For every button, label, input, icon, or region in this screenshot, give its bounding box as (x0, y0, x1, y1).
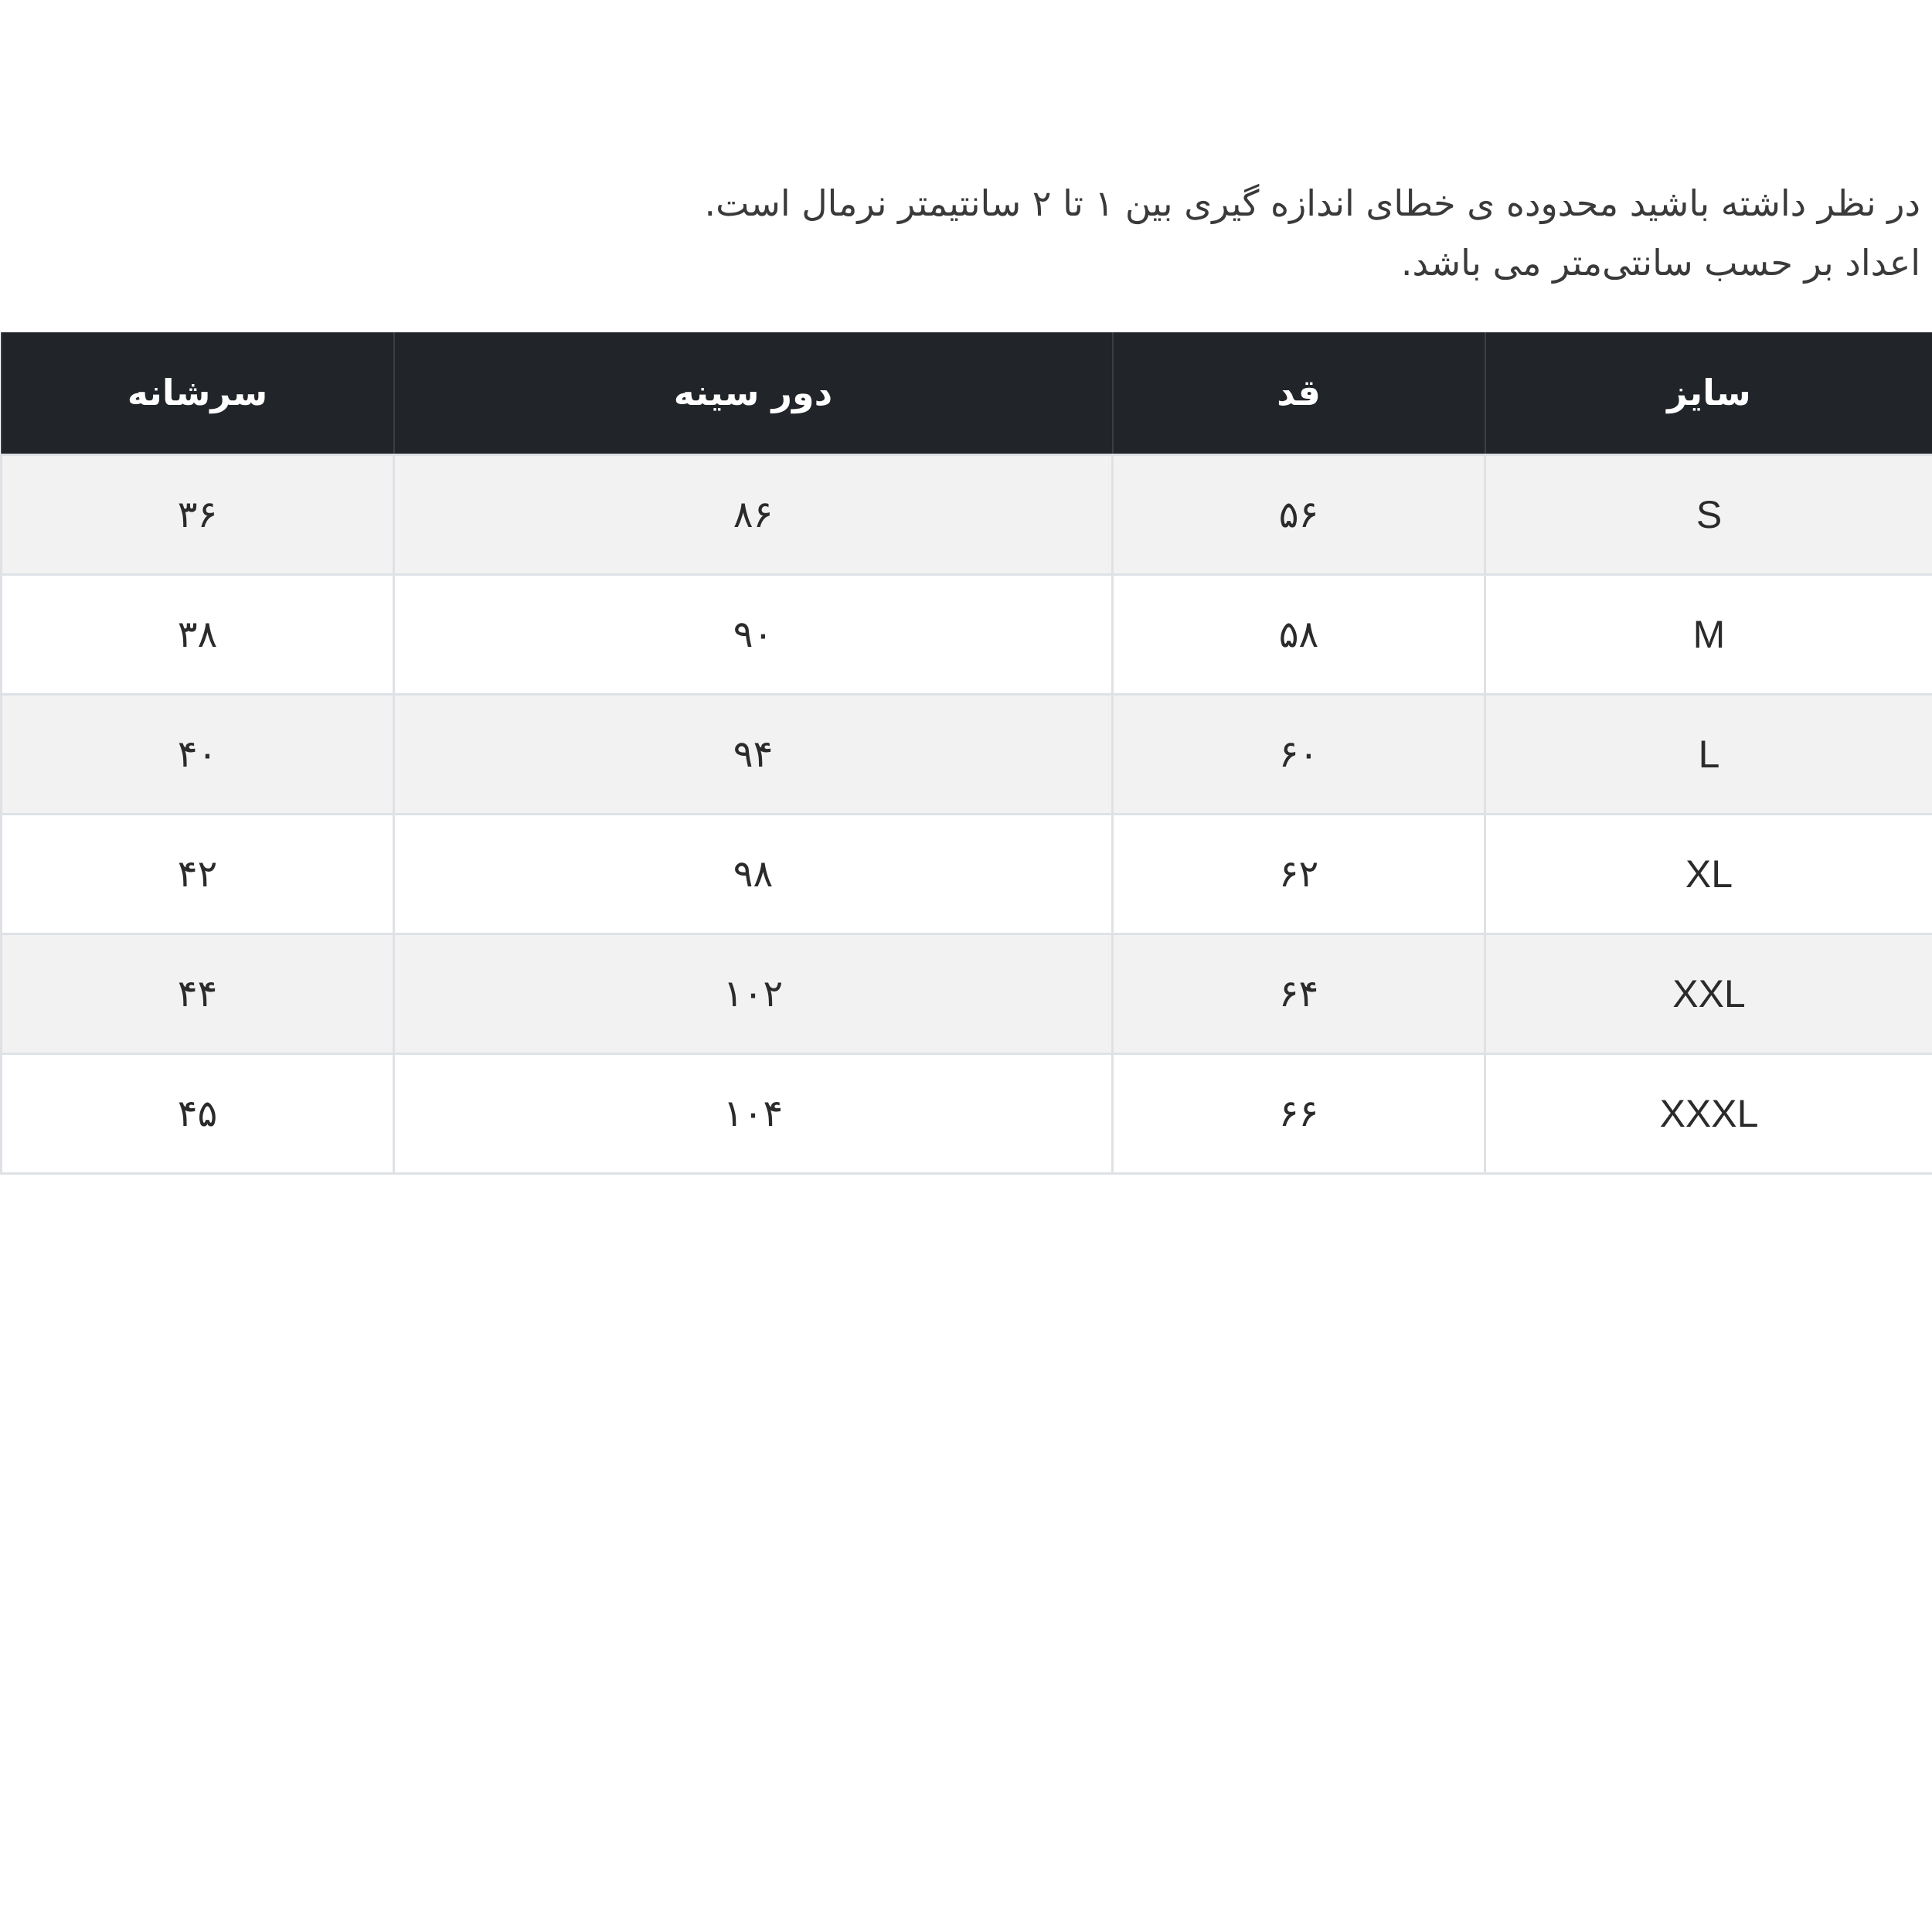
table-row (2, 454, 1932, 574)
chest-cell: ۹۰ (394, 574, 1113, 694)
table-row (2, 694, 1932, 814)
table-header-row (2, 332, 1932, 454)
shoulder-cell: ۳۶ (2, 454, 394, 574)
height-cell: ۶۴ (1113, 934, 1485, 1053)
header-size: سایز (1485, 332, 1932, 454)
height-cell: ۶۶ (1113, 1053, 1485, 1173)
shoulder-cell: ۴۰ (2, 694, 394, 814)
chest-cell: ۱۰۲ (394, 934, 1113, 1053)
size-guide-notes (66, 174, 1920, 293)
header-shoulder: سرشانه (2, 332, 394, 454)
header-chest: دور سینه (394, 332, 1113, 454)
height-cell: ۵۶ (1113, 454, 1485, 574)
header-height: قد (1113, 332, 1485, 454)
height-cell: ۶۲ (1113, 814, 1485, 934)
size-cell: XXXL (1485, 1053, 1932, 1173)
shoulder-cell: ۴۲ (2, 814, 394, 934)
table-row (2, 814, 1932, 934)
height-cell: ۶۰ (1113, 694, 1485, 814)
size-cell: L (1485, 694, 1932, 814)
chest-cell: ۹۸ (394, 814, 1113, 934)
table-row (2, 934, 1932, 1053)
shoulder-cell: ۳۸ (2, 574, 394, 694)
table-row (2, 574, 1932, 694)
measurement-error-note: در نظر داشته باشید محدوده ی خطای اندازه گیری بین ۱ تا ۲ سانتیمتر نرمال است. (704, 182, 1920, 224)
size-cell: M (1485, 574, 1932, 694)
chest-cell: ۱۰۴ (394, 1053, 1113, 1173)
shoulder-cell: ۴۴ (2, 934, 394, 1053)
size-cell: XL (1485, 814, 1932, 934)
size-cell: XXL (1485, 934, 1932, 1053)
table-row (2, 1053, 1932, 1173)
chest-cell: ۹۴ (394, 694, 1113, 814)
units-note: اعداد بر حسب سانتی‌متر می باشد. (1400, 242, 1920, 284)
shoulder-cell: ۴۵ (2, 1053, 394, 1173)
chest-cell: ۸۶ (394, 454, 1113, 574)
height-cell: ۵۸ (1113, 574, 1485, 694)
size-cell: S (1485, 454, 1932, 574)
size-chart-table (0, 332, 1932, 1175)
